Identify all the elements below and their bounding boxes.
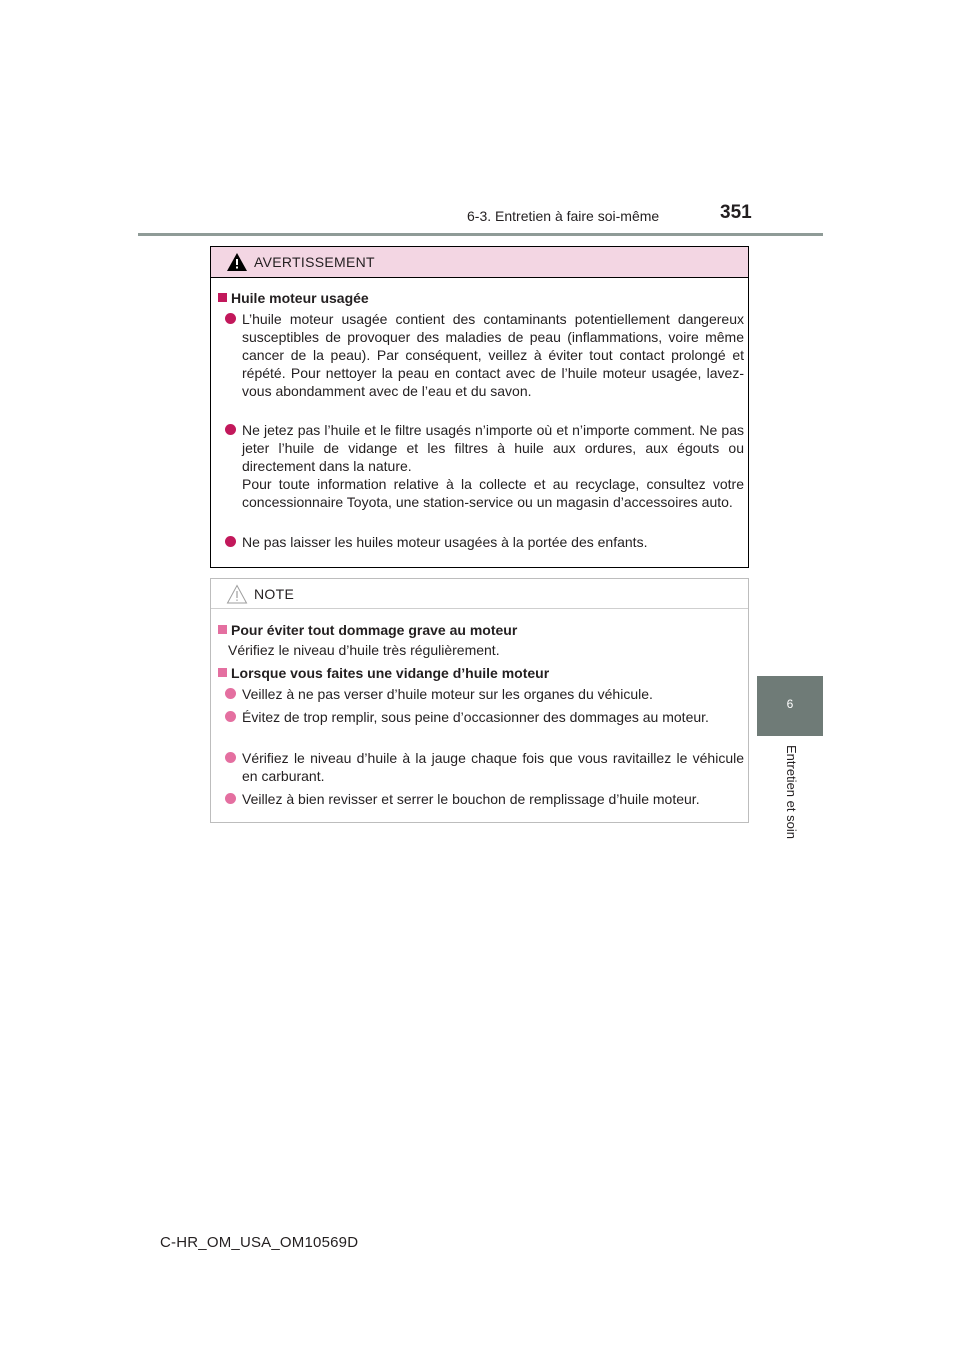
note-box <box>210 578 749 823</box>
warning-item: Ne jetez pas l’huile et le filtre usagés n’importe où et n’importe comment. Ne pas jeter l’huile de vidange et les filtres à huile aux ordures, aux égouts ou directement dans la nature. Pour toute information relative à la collecte et au recyclage, consultez votre concessionnaire Toyota, une station-service ou un magasin d’accessoires auto. <box>225 421 744 511</box>
round-bullet-icon <box>225 752 236 763</box>
section-header-title: 6-3. Entretien à faire soi-même <box>467 208 660 224</box>
round-bullet-icon <box>225 424 236 435</box>
warning-item: Ne pas laisser les huiles moteur usagées à la portée des enfants. <box>225 533 744 551</box>
note-section-heading: Pour éviter tout dommage grave au moteur <box>218 622 517 638</box>
chapter-tab <box>757 676 823 736</box>
warning-header <box>211 247 748 278</box>
chapter-number: 6 <box>786 697 794 711</box>
round-bullet-icon <box>225 793 236 804</box>
chapter-label: Entretien et soin <box>784 745 799 839</box>
note-section-text: Vérifiez le niveau d’huile très régulièrement. <box>228 642 500 658</box>
note-title: NOTE <box>254 586 295 602</box>
document-code: C-HR_OM_USA_OM10569D <box>160 1234 359 1251</box>
warning-triangle-icon <box>226 252 248 272</box>
square-bullet-icon <box>218 293 227 302</box>
warning-title: AVERTISSEMENT <box>254 254 375 270</box>
note-section-heading: Lorsque vous faites une vidange d’huile moteur <box>218 665 549 681</box>
note-item: Veillez à bien revisser et serrer le bouchon de remplissage d’huile moteur. <box>225 790 744 808</box>
header-divider <box>138 233 823 236</box>
square-bullet-icon <box>218 668 227 677</box>
round-bullet-icon <box>225 711 236 722</box>
warning-item: L’huile moteur usagée contient des contaminants potentiellement dangereux susceptibles de provoquer des maladies de peau (inflammations, voire même cancer de la peau). Par conséquent, veillez à éviter tout contact prolongé et répété. Pour nettoyer la peau en contact avec de l’huile moteur usagée, lavez-vous abondamment avec de l’eau et du savon. <box>225 310 744 400</box>
warning-section-heading: Huile moteur usagée <box>218 290 369 306</box>
note-item: Évitez de trop remplir, sous peine d’occasionner des dommages au moteur. <box>225 708 744 726</box>
note-header <box>211 579 748 609</box>
note-item: Vérifiez le niveau d’huile à la jauge chaque fois que vous ravitaillez le véhicule en carburant. <box>225 749 744 785</box>
note-item: Veillez à ne pas verser d’huile moteur sur les organes du véhicule. <box>225 685 744 703</box>
round-bullet-icon <box>225 688 236 699</box>
square-bullet-icon <box>218 625 227 634</box>
round-bullet-icon <box>225 313 236 324</box>
page-number: 351 <box>720 202 752 223</box>
warning-box <box>210 246 749 568</box>
caution-triangle-outline-icon <box>226 584 248 604</box>
round-bullet-icon <box>225 536 236 547</box>
